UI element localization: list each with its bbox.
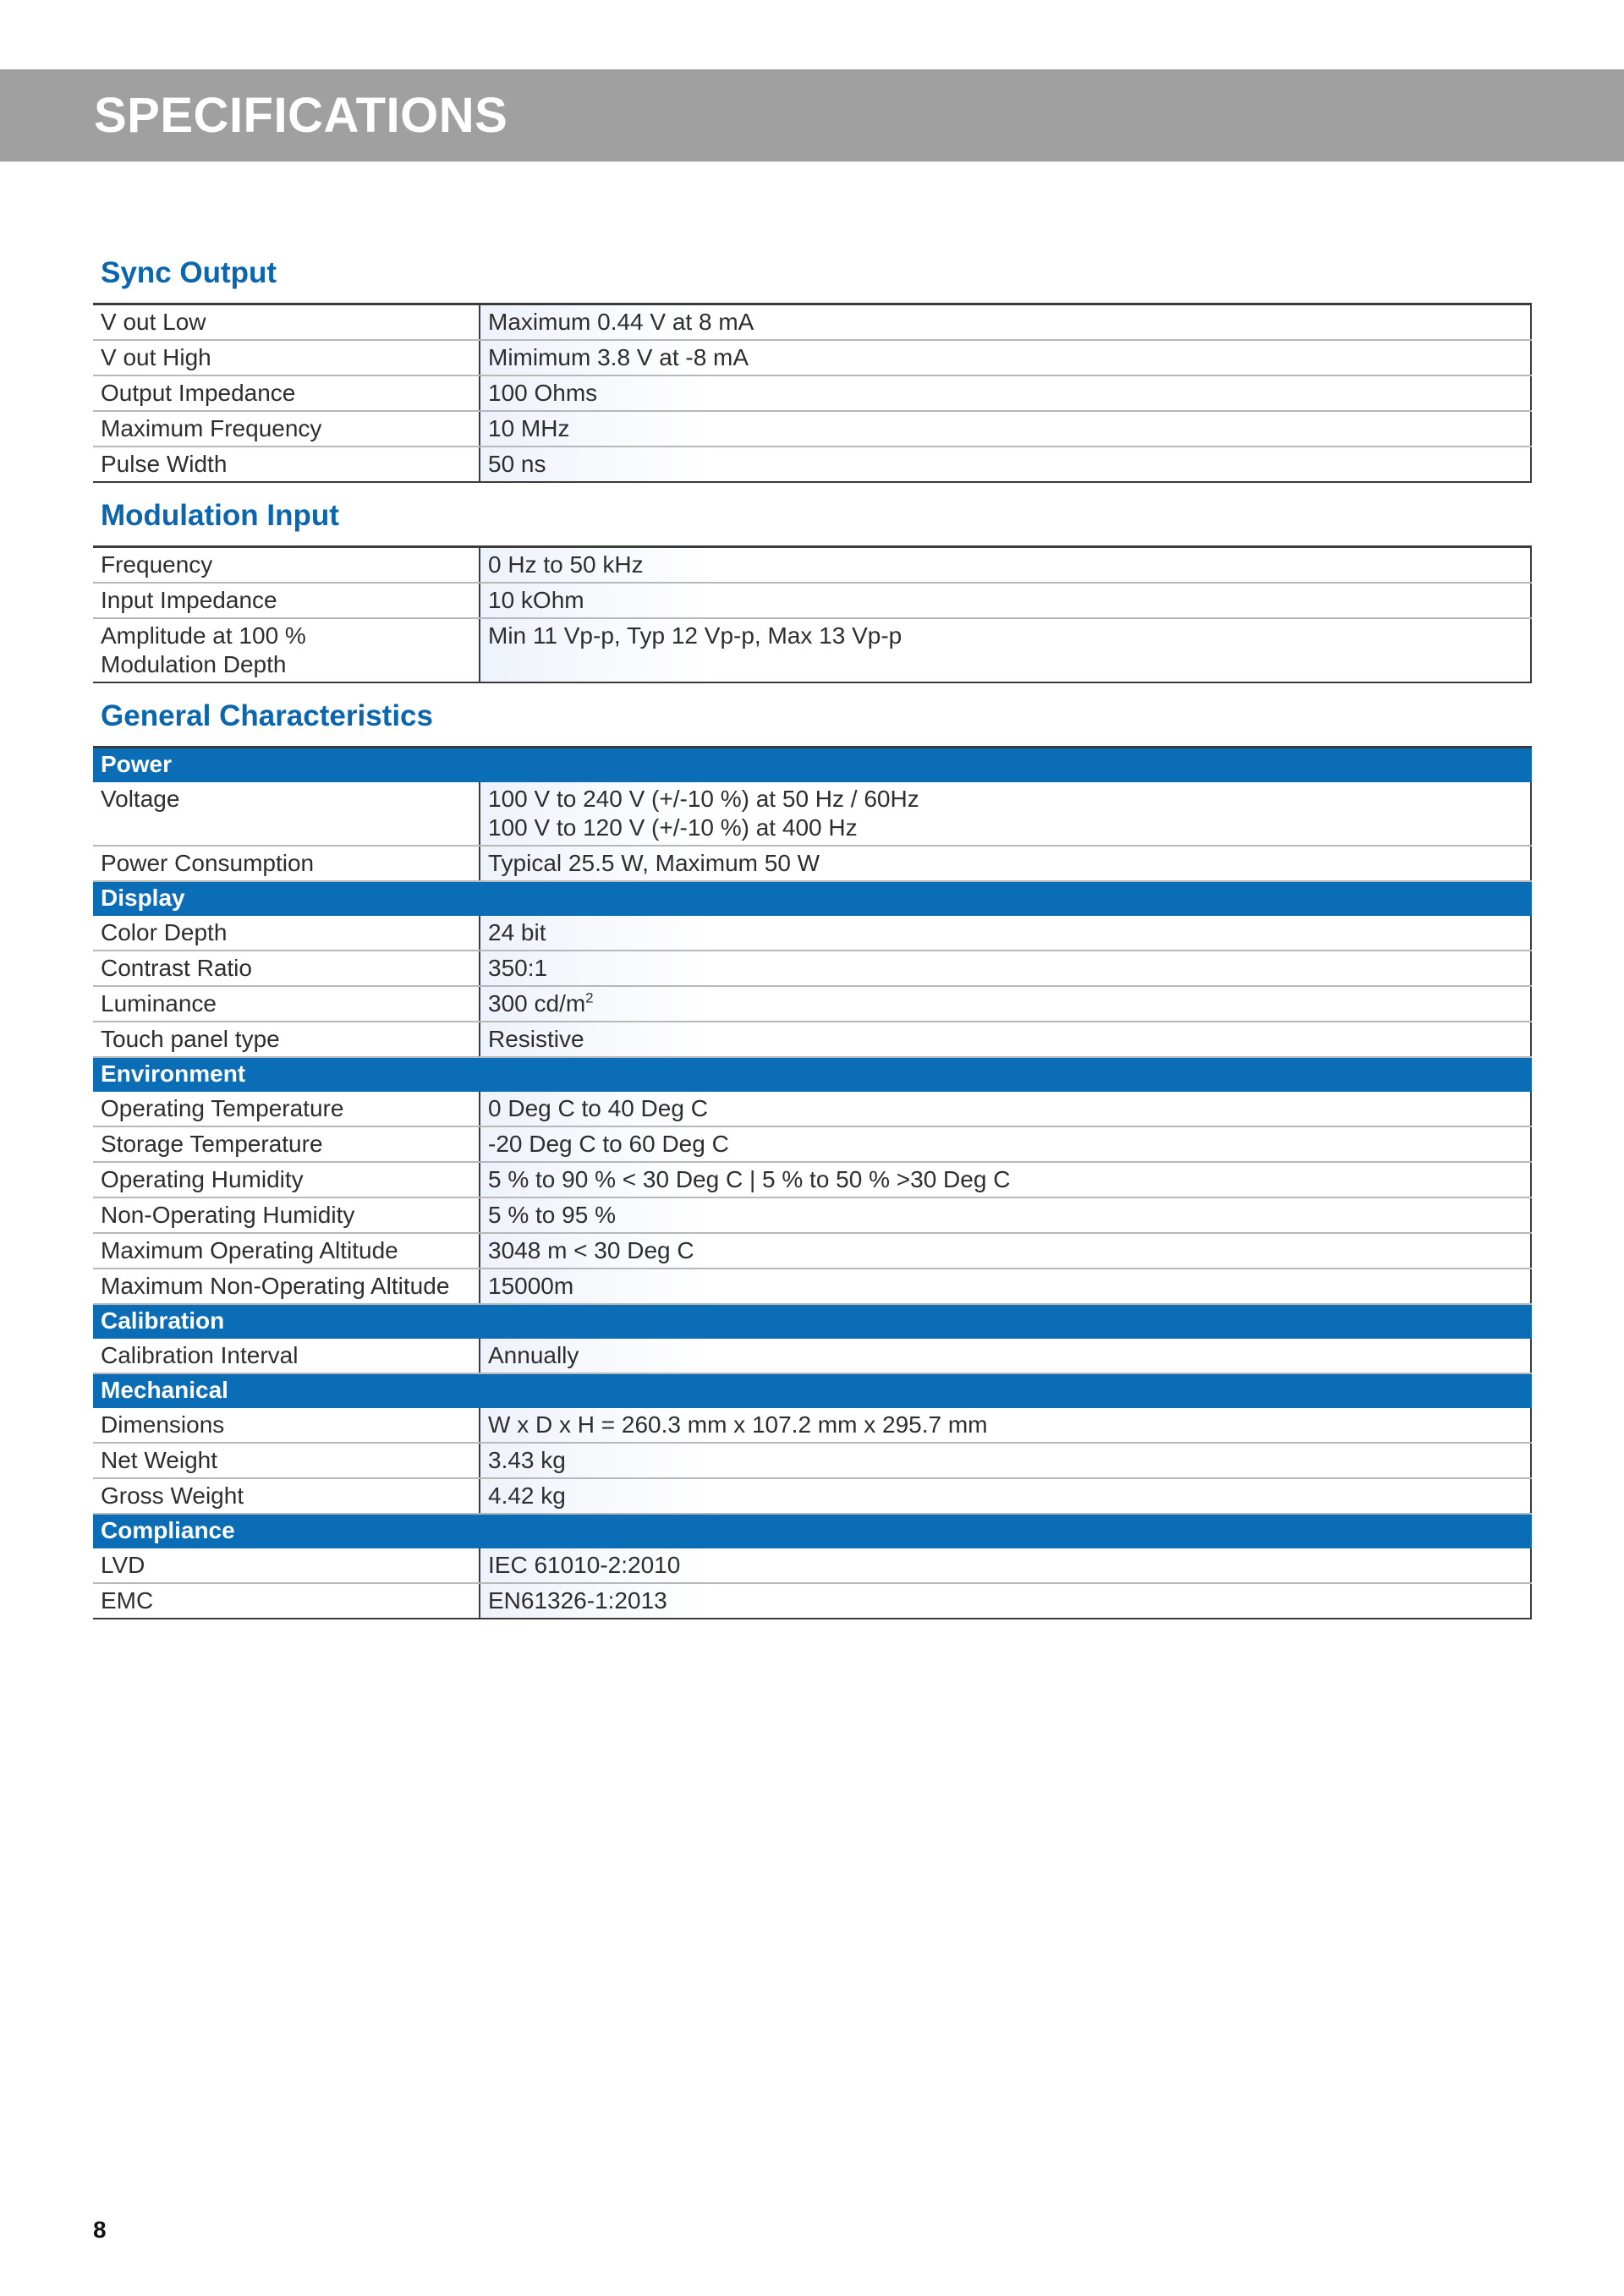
table-row — [93, 304, 1531, 341]
section-title-general-characteristics: General Characteristics — [101, 699, 433, 732]
row-value: 0 Hz to 50 kHz — [480, 547, 1531, 584]
row-value — [480, 986, 1531, 1022]
spec-content — [93, 250, 1531, 1630]
row-value: 15000m — [480, 1269, 1531, 1304]
row-label-multiline — [93, 618, 480, 682]
group-heading: Calibration — [93, 1304, 1531, 1338]
section-title-modulation-input: Modulation Input — [101, 499, 339, 532]
row-value-line: 100 V to 240 V (+/-10 %) at 50 Hz / 60Hz — [488, 786, 919, 812]
table-row — [93, 340, 1531, 375]
row-label: Output Impedance — [93, 375, 480, 411]
row-label: V out High — [93, 340, 480, 375]
table-row — [93, 1478, 1531, 1514]
general-characteristics-table — [93, 746, 1532, 1619]
table-row — [93, 915, 1531, 951]
row-value: IEC 61010-2:2010 — [480, 1548, 1531, 1583]
table-row — [93, 547, 1531, 584]
group-header-power — [93, 748, 1531, 782]
row-value-text: 300 cd/m — [488, 990, 586, 1016]
row-label: Non-Operating Humidity — [93, 1197, 480, 1233]
table-row — [93, 1126, 1531, 1162]
table-row — [93, 1443, 1531, 1478]
table-row — [93, 781, 1531, 846]
table-row — [93, 618, 1531, 682]
table-row — [93, 447, 1531, 482]
section-title-sync-output: Sync Output — [101, 256, 277, 289]
row-label: V out Low — [93, 304, 480, 341]
row-value: 3.43 kg — [480, 1443, 1531, 1478]
group-header-display — [93, 881, 1531, 915]
table-row — [93, 1407, 1531, 1443]
row-value: 4.42 kg — [480, 1478, 1531, 1514]
group-heading: Compliance — [93, 1514, 1531, 1548]
group-header-calibration — [93, 1304, 1531, 1338]
table-row — [93, 583, 1531, 618]
row-value: Min 11 Vp-p, Typ 12 Vp-p, Max 13 Vp-p — [480, 618, 1531, 682]
row-value: EN61326-1:2013 — [480, 1583, 1531, 1619]
row-value: 350:1 — [480, 951, 1531, 986]
table-row — [93, 986, 1531, 1022]
row-value: 24 bit — [480, 915, 1531, 951]
table-row — [93, 1233, 1531, 1269]
row-value: W x D x H = 260.3 mm x 107.2 mm x 295.7 mm — [480, 1407, 1531, 1443]
table-row — [93, 1091, 1531, 1126]
group-header-mechanical — [93, 1373, 1531, 1407]
row-label: Gross Weight — [93, 1478, 480, 1514]
row-label: Voltage — [93, 781, 480, 846]
group-heading: Power — [93, 748, 1531, 782]
table-row — [93, 1583, 1531, 1619]
table-row — [93, 1162, 1531, 1197]
header-banner — [0, 69, 1624, 162]
row-value: Mimimum 3.8 V at -8 mA — [480, 340, 1531, 375]
row-label: Luminance — [93, 986, 480, 1022]
row-label: Maximum Operating Altitude — [93, 1233, 480, 1269]
row-label: LVD — [93, 1548, 480, 1583]
row-value: 50 ns — [480, 447, 1531, 482]
modulation-input-table — [93, 545, 1532, 683]
row-label: EMC — [93, 1583, 480, 1619]
row-value: Maximum 0.44 V at 8 mA — [480, 304, 1531, 341]
row-label: Color Depth — [93, 915, 480, 951]
row-value-multiline — [480, 781, 1531, 846]
table-row — [93, 411, 1531, 447]
table-row — [93, 1269, 1531, 1304]
row-label: Calibration Interval — [93, 1338, 480, 1373]
group-header-environment — [93, 1057, 1531, 1091]
row-value: Typical 25.5 W, Maximum 50 W — [480, 846, 1531, 881]
row-value: 5 % to 95 % — [480, 1197, 1531, 1233]
row-value: 3048 m < 30 Deg C — [480, 1233, 1531, 1269]
row-label: Operating Humidity — [93, 1162, 480, 1197]
row-label: Dimensions — [93, 1407, 480, 1443]
table-row — [93, 1022, 1531, 1057]
table-row — [93, 1548, 1531, 1583]
row-value: 100 Ohms — [480, 375, 1531, 411]
row-label: Touch panel type — [93, 1022, 480, 1057]
table-row — [93, 1338, 1531, 1373]
row-label: Contrast Ratio — [93, 951, 480, 986]
page-title: SPECIFICATIONS — [94, 88, 508, 143]
group-heading: Environment — [93, 1057, 1531, 1091]
table-row — [93, 846, 1531, 881]
row-label: Input Impedance — [93, 583, 480, 618]
row-label: Pulse Width — [93, 447, 480, 482]
row-value: -20 Deg C to 60 Deg C — [480, 1126, 1531, 1162]
sync-output-table — [93, 303, 1532, 483]
page-number: 8 — [93, 2217, 107, 2243]
row-value: 5 % to 90 % < 30 Deg C | 5 % to 50 % >30 Deg C — [480, 1162, 1531, 1197]
group-heading: Mechanical — [93, 1373, 1531, 1407]
table-row — [93, 375, 1531, 411]
table-row — [93, 1197, 1531, 1233]
row-label: Frequency — [93, 547, 480, 584]
group-header-compliance — [93, 1514, 1531, 1548]
table-row — [93, 951, 1531, 986]
row-label: Maximum Non-Operating Altitude — [93, 1269, 480, 1304]
row-label: Maximum Frequency — [93, 411, 480, 447]
row-label-line: Modulation Depth — [101, 651, 287, 677]
row-label-line: Amplitude at 100 % — [101, 622, 306, 649]
row-value: 10 kOhm — [480, 583, 1531, 618]
row-label: Net Weight — [93, 1443, 480, 1478]
row-value: 10 MHz — [480, 411, 1531, 447]
row-label: Power Consumption — [93, 846, 480, 881]
row-value: Annually — [480, 1338, 1531, 1373]
row-label: Operating Temperature — [93, 1091, 480, 1126]
row-value: Resistive — [480, 1022, 1531, 1057]
group-heading: Display — [93, 881, 1531, 915]
row-label: Storage Temperature — [93, 1126, 480, 1162]
superscript: 2 — [585, 989, 594, 1006]
row-value-line: 100 V to 120 V (+/-10 %) at 400 Hz — [488, 814, 858, 841]
row-value: 0 Deg C to 40 Deg C — [480, 1091, 1531, 1126]
